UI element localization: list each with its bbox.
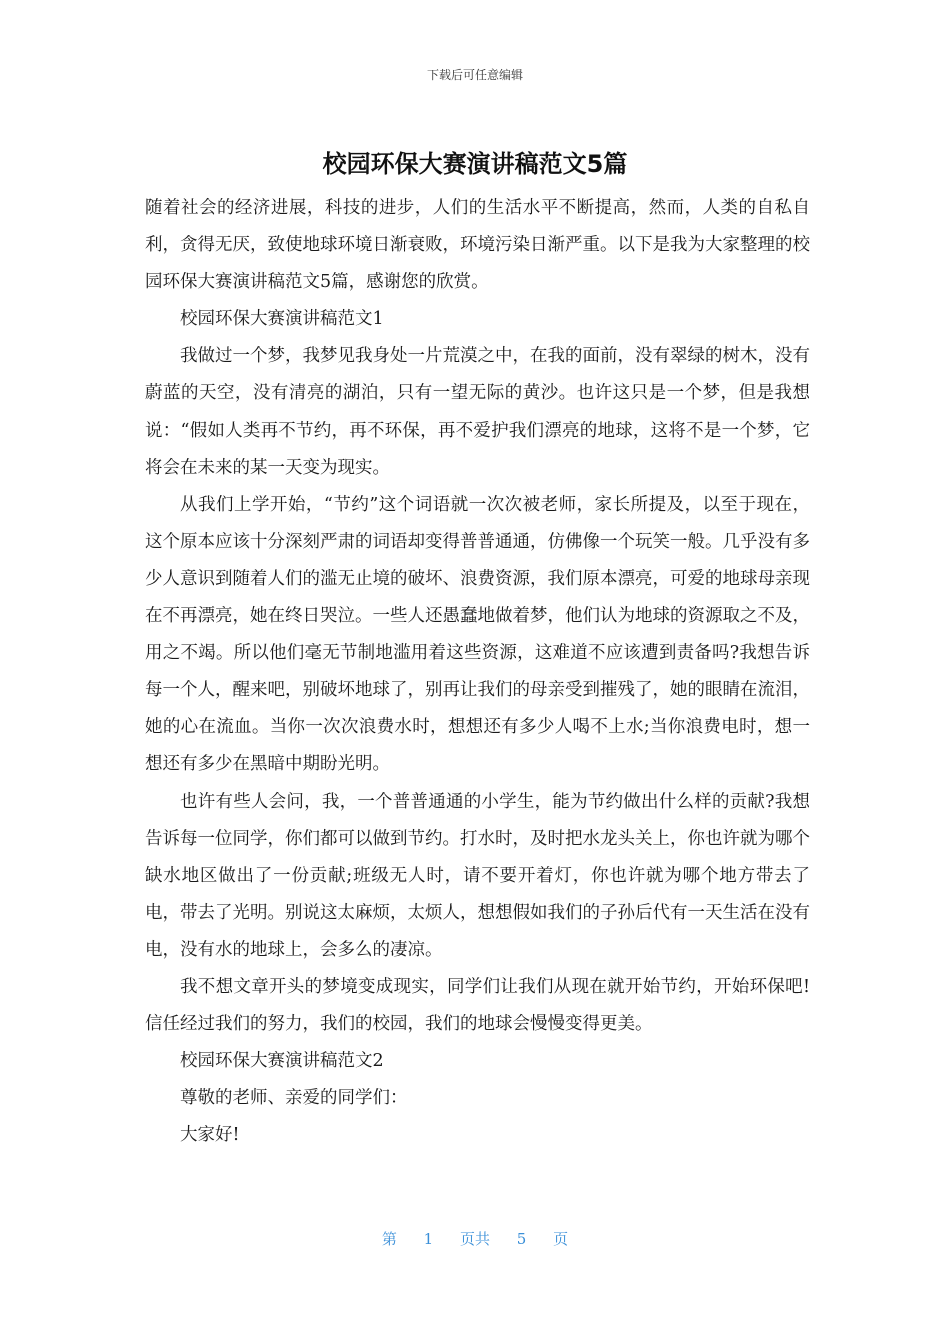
paragraph: 从我们上学开始，“节约”这个词语就一次次被老师，家长所提及，以至于现在，这个原本应该十分深刻严肃的词语却变得普普通通，仿佛像一个玩笑一般。几乎没有多少人意识到随着人们的滥无止境的破坏、浪费资源，我们原本漂亮，可爱的地球母亲现在不再漂亮，她在终日哭泣。一些人还愚蠢地做着梦，他们认为地球的资源取之不及，用之不竭。所以他们毫无节制地滥用着这些资源，这难道不应该遭到责备吗?我想告诉每一个人，醒来吧，别破坏地球了，别再让我们的母亲受到摧残了，她的眼睛在流泪，她的心在流血。当你一次次浪费水时，想想还有多少人喝不上水;当你浪费电时，想一想还有多少在黑暗中期盼光明。 <box>145 494 810 775</box>
footer-label-end: 页 <box>553 1230 569 1248</box>
page-number-footer <box>0 1229 950 1249</box>
document-title: 校园环保大赛演讲稿范文5篇 <box>322 150 628 178</box>
page-header-note: 下载后可任意编辑 <box>426 68 523 82</box>
section-heading-1: 校园环保大赛演讲稿范文1 <box>180 309 384 330</box>
footer-label-of: 页共 <box>459 1230 490 1248</box>
footer-total-pages: 5 <box>516 1230 527 1248</box>
salutation: 尊敬的老师、亲爱的同学们： <box>180 1088 408 1109</box>
paragraph: 也许有些人会问，我，一个普普通通的小学生，能为节约做出什么样的贡献?我想告诉每一位同学，你们都可以做到节约。打水时，及时把水龙头关上，你也许就为哪个缺水地区做出了一份贡献;班级无人时，请不要开着灯，你也许就为哪个地方带去了电，带去了光明。别说这太麻烦，太烦人，想想假如我们的子孙后代有一天生活在没有电，没有水的地球上，会多么的凄凉。 <box>145 791 810 960</box>
paragraph: 我不想文章开头的梦境变成现实，同学们让我们从现在就开始节约，开始环保吧!信任经过我们的努力，我们的校园，我们的地球会慢慢变得更美。 <box>145 976 810 1035</box>
document-body <box>145 190 810 1154</box>
footer-current-page: 1 <box>423 1230 434 1248</box>
footer-label-page: 第 <box>381 1230 397 1248</box>
paragraph-intro: 随着社会的经济进展，科技的进步，人们的生活水平不断提高，然而，人类的自私自利，贪得无厌，致使地球环境日渐衰败，环境污染日渐严重。以下是我为大家整理的校园环保大赛演讲稿范文5篇，感谢您的欣赏。 <box>145 198 810 293</box>
paragraph: 我做过一个梦，我梦见我身处一片荒漠之中，在我的面前，没有翠绿的树木，没有蔚蓝的天空，没有清亮的湖泊，只有一望无际的黄沙。也许这只是一个梦，但是我想说：“假如人类再不节约，再不环保，再不爱护我们漂亮的地球，这将不是一个梦，它将会在未来的某一天变为现实。 <box>145 346 810 478</box>
greeting: 大家好! <box>180 1125 240 1146</box>
section-heading-2: 校园环保大赛演讲稿范文2 <box>180 1051 384 1072</box>
